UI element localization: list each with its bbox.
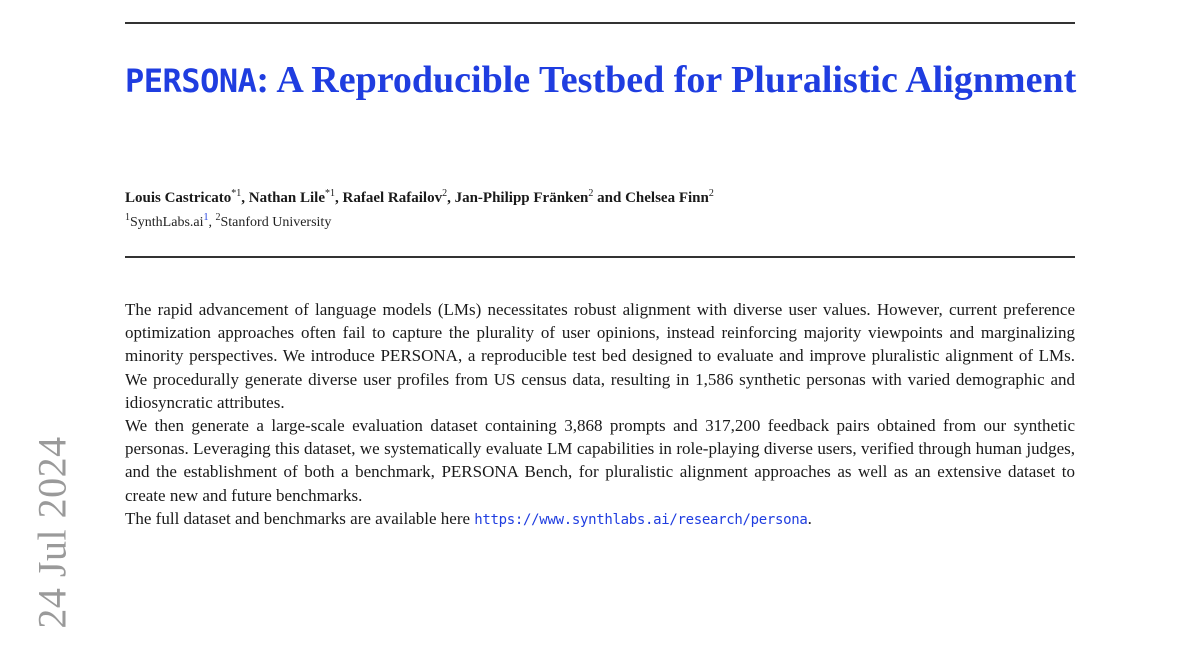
author-mark: 2 xyxy=(442,188,448,199)
availability-text: The full dataset and benchmarks are available here xyxy=(125,508,475,528)
author-mark: *1 xyxy=(231,188,242,199)
author-separator: , xyxy=(241,190,249,206)
dataset-url-link[interactable]: https://www.synthlabs.ai/research/persona xyxy=(474,511,808,528)
affiliations xyxy=(125,213,1075,233)
title-rest: : A Reproducible Testbed for Pluralistic Alignment xyxy=(256,59,1077,101)
author-separator: , xyxy=(447,190,455,206)
author-mark: 2 xyxy=(708,188,714,199)
abstract xyxy=(125,298,1075,532)
author-name: Rafael Rafailov xyxy=(342,190,443,206)
author-separator: , xyxy=(335,190,343,206)
footnote-link[interactable]: 1 xyxy=(203,212,209,223)
author-separator: and xyxy=(593,190,626,206)
title-prefix: PERSONA xyxy=(125,62,257,100)
affiliation-mark: 1 xyxy=(125,212,130,223)
top-rule xyxy=(125,22,1075,24)
affiliation-stanford: Stanford University xyxy=(220,215,332,230)
availability-end: . xyxy=(807,508,812,528)
author-name: Nathan Lile xyxy=(248,190,326,206)
affiliation-separator: , xyxy=(208,215,216,230)
paper-title xyxy=(125,58,1085,103)
abstract-paragraph-3 xyxy=(125,507,1075,532)
affiliation-synthlabs: SynthLabs.ai xyxy=(130,215,204,230)
abstract-paragraph-1: The rapid advancement of language models (LMs) necessitates robust alignment with diverse user values. However, current preference optimization approaches often fail to capture the plurality of user opinions, instead reinforcing majority viewpoints and marginalizing minority perspectives. We introduce PERSONA, a reproducible test bed designed to evaluate and improve pluralistic alignment of LMs. We procedurally generate diverse user profiles from US census data, resulting in 1,586 synthetic personas with varied demographic and idiosyncratic attributes. xyxy=(125,300,1075,412)
author-name: Jan-Philipp Fränken xyxy=(454,190,589,206)
arxiv-side-stamp xyxy=(28,432,76,632)
author-mark: 2 xyxy=(588,188,594,199)
side-date-text: 24 Jul 2024 xyxy=(29,435,75,629)
section-rule xyxy=(125,256,1075,258)
author-name: Louis Castricato xyxy=(125,190,232,206)
abstract-paragraph-2: We then generate a large-scale evaluation dataset containing 3,868 prompts and 317,200 feedback pairs obtained from our synthetic personas. Leveraging this dataset, we systematically evaluate LM capabilities in role-playing diverse users, verified through human judges, and the establishment of both a benchmark, PERSONA Bench, for pluralistic alignment approaches as well as an extensive dataset to create new and future benchmarks. xyxy=(125,416,1075,505)
author-list xyxy=(125,188,1075,208)
author-name: Chelsea Finn xyxy=(625,190,709,206)
affiliation-mark: 2 xyxy=(215,212,221,223)
author-mark: *1 xyxy=(325,188,336,199)
